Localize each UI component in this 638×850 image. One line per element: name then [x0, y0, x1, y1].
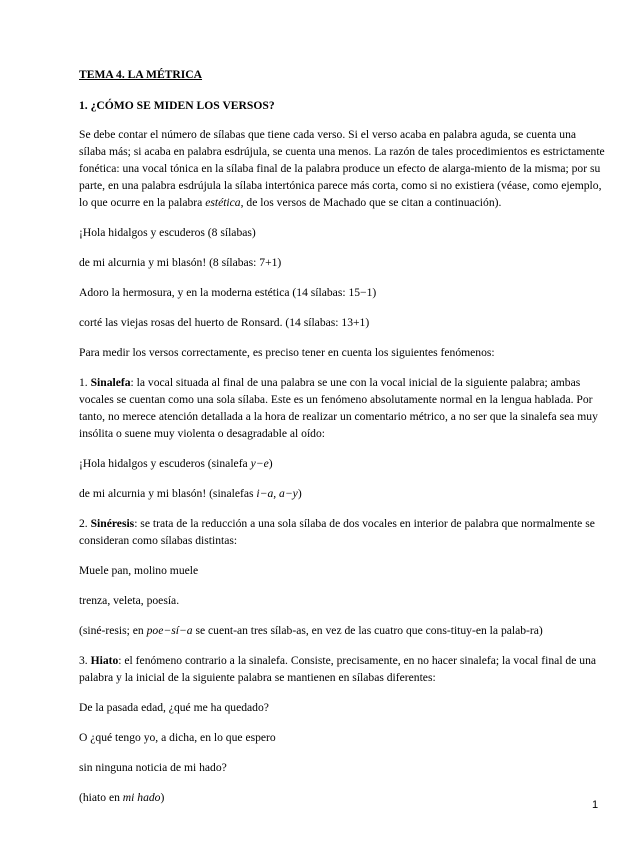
intro-text-b: , de los versos de Machado que se citan a continuación).: [240, 196, 502, 209]
hiato-note: [79, 789, 605, 806]
intro-paragraph: [79, 126, 605, 211]
note-text-b: se cuent-an tres sílab-as, en vez de las cuatro que cons-tituy-en la palab-ra): [192, 624, 543, 637]
sineresis-number: 2.: [79, 517, 91, 530]
verse-line: Muele pan, molino muele: [79, 564, 199, 577]
intro-text-a: Se debe contar el número de sílabas que tiene cada verso. Si el verso acaba en palabra aguda, se cuenta una sílaba más; si acaba en palabra esdrújula, se cuenta una menos. La razón de tales procedimientos es estrictamente fonética: una vocal tónica en la sílaba final de la palabra produce un efecto de alarga-miento de la misma; por su parte, en una palabra esdrújula la sílaba intertónica parece más corta, como si no existiera (véase, como ejemplo, lo que ocurre en la palabra: [79, 128, 605, 209]
document-title: TEMA 4. LA MÉTRICA: [79, 68, 203, 81]
verse-line: de mi alcurnia y mi blasón! (8 sílabas: 7+1): [79, 256, 282, 269]
verse-line: O ¿qué tengo yo, a dicha, en lo que espero: [79, 731, 276, 744]
hiato-number: 3.: [79, 654, 91, 667]
sineresis-definition: : se trata de la reducción a una sola sílaba de dos vocales en interior de palabra que normalmente se consideran como sílabas distintas:: [79, 517, 595, 547]
hiato-paragraph: [79, 652, 605, 686]
note-text-b: ): [160, 791, 165, 804]
verse-line: Adoro la hermosura, y en la moderna estética (14 sílabas: 15−1): [79, 286, 377, 299]
phenomena-intro: Para medir los versos correctamente, es preciso tener en cuenta los siguientes fenómenos:: [79, 346, 495, 359]
verse-line: trenza, veleta, poesía.: [79, 594, 180, 607]
sinalefa-paragraph: [79, 374, 605, 442]
verse-line: ¡Hola hidalgos y escuderos (8 sílabas): [79, 226, 256, 239]
example-emphasis: a−y: [279, 487, 298, 500]
hiato-definition: : el fenómeno contrario a la sinalefa. Consiste, precisamente, en no hacer sinalefa; la vocal final de una palabra y la inicial de la siguiente palabra se mantienen en sílabas diferentes:: [79, 654, 597, 684]
example-text: ¡Hola hidalgos y escuderos (sinalefa: [79, 457, 251, 470]
hiato-term: Hiato: [90, 654, 119, 667]
sinalefa-example: [79, 455, 605, 472]
sinalefa-example: [79, 485, 605, 502]
note-text-a: (hiato en: [79, 791, 123, 804]
example-close: ): [297, 487, 302, 500]
example-close: ): [268, 457, 273, 470]
sinalefa-definition: : la vocal situada al final de una palabra se une con la vocal inicial de la siguiente palabra; ambas vocales se cuentan como una sola sílaba. Este es un fenómeno absolutamente normal en la lengua hablada. Por tanto, no merece atención detallada a la hora de realizar un comentario métrico, a no ser que la sinalefa sea muy insólita o suene muy violenta o desagradable al oído:: [79, 376, 598, 440]
verse-line: De la pasada edad, ¿qué me ha quedado?: [79, 701, 269, 714]
sinalefa-number: 1.: [79, 376, 91, 389]
intro-emphasis: estética: [205, 196, 241, 209]
verse-line: corté las viejas rosas del huerto de Ronsard. (14 sílabas: 13+1): [79, 316, 370, 329]
document-body: [79, 66, 605, 819]
note-text-a: (siné-resis; en: [79, 624, 147, 637]
sineresis-note: [79, 622, 605, 639]
example-text: de mi alcurnia y mi blasón! (sinalefas: [79, 487, 257, 500]
note-emphasis: mi hado: [122, 791, 161, 804]
example-emphasis: i−a: [256, 487, 274, 500]
verse-line: sin ninguna noticia de mi hado?: [79, 761, 227, 774]
example-separator: ,: [273, 487, 280, 500]
sineresis-term: Sinéresis: [90, 517, 135, 530]
page-number: 1: [592, 799, 599, 811]
sineresis-paragraph: [79, 515, 605, 549]
sinalefa-term: Sinalefa: [90, 376, 131, 389]
note-emphasis: poe−sí−a: [146, 624, 193, 637]
section-heading: 1. ¿CÓMO SE MIDEN LOS VERSOS?: [79, 99, 275, 112]
example-emphasis: y−e: [250, 457, 269, 470]
